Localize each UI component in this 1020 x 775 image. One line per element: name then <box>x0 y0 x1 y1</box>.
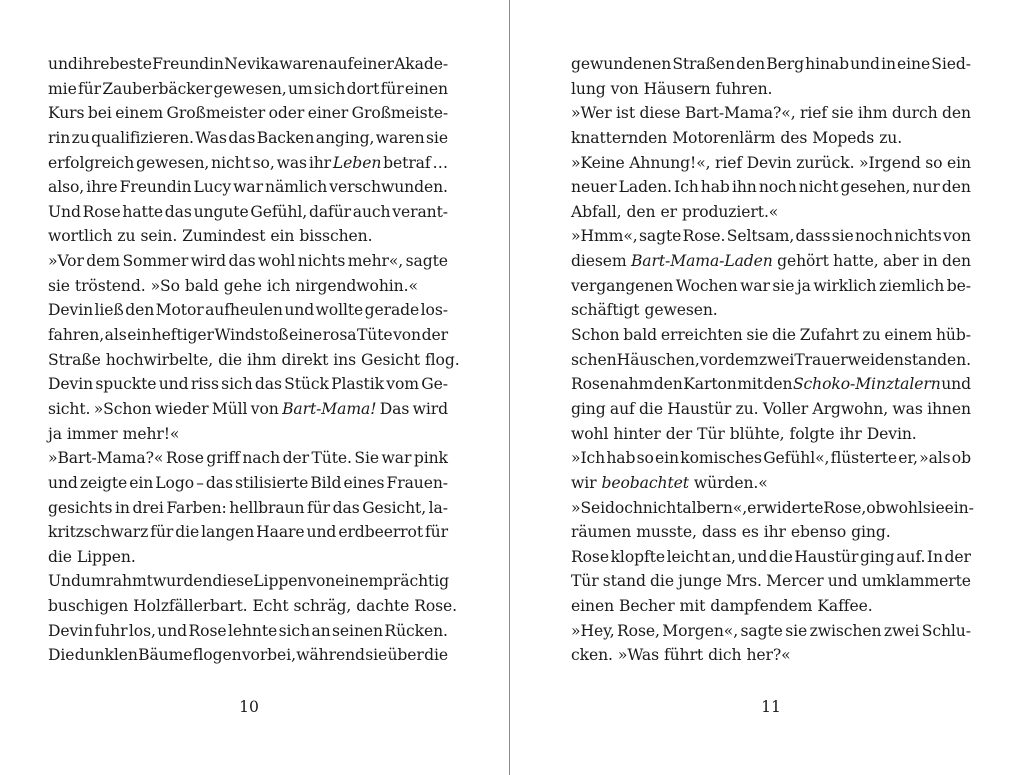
text-line: diesem Bart-Mama-Laden gehört hatte, aber in den <box>571 252 971 271</box>
text-line: »Wer ist diese Bart-Mama?«, rief sie ihm durch den <box>571 104 971 123</box>
text-line: also, ihre Freundin Lucy war nämlich verschwunden. <box>48 178 448 197</box>
text-line: Tür stand die junge Mrs. Mercer und umklammerte <box>571 572 971 591</box>
text-line: Und Rose hatte das ungute Gefühl, dafür auch verant- <box>48 202 448 221</box>
text-line: und zeigte ein Logo – das stilisierte Bild eines Frauen- <box>48 473 448 492</box>
text-line: rin zu qualifizieren. Was das Backen anging, waren sie <box>48 128 448 147</box>
left-page-number: 10 <box>239 698 259 716</box>
text-line: Abfall, den er produziert.« <box>571 202 779 221</box>
text-line: Straße hochwirbelte, die ihm direkt ins Gesicht flog. <box>48 350 460 369</box>
text-line: Devin ließ den Motor aufheulen und wollte gerade los- <box>48 301 448 320</box>
text-line: »Ich hab so ein komisches Gefühl«, flüsterte er, »als ob <box>571 449 971 468</box>
text-line: die Lippen. <box>48 547 136 566</box>
text-line: ja immer mehr!« <box>48 424 180 443</box>
text-line: Kurs bei einem Großmeister oder einer Großmeiste- <box>48 104 448 123</box>
text-line: und ihre beste Freundin Nevika waren auf einer Akade- <box>48 55 448 73</box>
text-line: sicht. »Schon wieder Müll von Bart-Mama! Das wird <box>48 399 448 418</box>
text-line: wortlich zu sein. Zumindest ein bisschen. <box>48 227 373 246</box>
text-line: cken. »Was führt dich her?« <box>571 646 791 665</box>
right-page <box>571 52 974 668</box>
text-line: »Keine Ahnung!«, rief Devin zurück. »Irgend so ein <box>571 153 971 172</box>
text-line: wir beobachtet würden.« <box>571 473 768 492</box>
text-line: buschigen Holzfällerbart. Echt schräg, dachte Rose. <box>48 597 458 616</box>
text-line: ging auf die Haustür zu. Voller Argwohn, was ihnen <box>571 399 971 418</box>
text-line: Devin spuckte und riss sich das Stück Plastik vom Ge- <box>48 375 448 394</box>
text-line: schäftigt gewesen. <box>571 301 718 320</box>
text-line: »Hey, Rose, Morgen«, sagte sie zwischen zwei Schlu- <box>571 621 971 640</box>
text-line: neuer Laden. Ich hab ihn noch nicht gesehen, nur den <box>571 178 971 197</box>
text-line: fahren, als ein heftiger Windstoß eine rosa Tüte von der <box>48 326 448 345</box>
text-line: erfolgreich gewesen, nicht so, was ihr Leben betraf … <box>48 153 448 172</box>
page-gutter-divider <box>509 0 510 775</box>
text-line: lung von Häusern fuhren. <box>571 79 773 98</box>
text-line: Und umrahmt wurden diese Lippen von einem prächtig <box>48 572 449 591</box>
right-page-number: 11 <box>761 698 781 716</box>
text-line: »Vor dem Sommer wird das wohl nichts mehr«, sagte <box>48 252 448 271</box>
text-line: Die dunklen Bäume flogen vorbei, während sie über die <box>48 646 448 665</box>
text-line: »Sei doch nicht albern«, erwiderte Rose, obwohl sie ein- <box>571 498 974 517</box>
text-line: Devin fuhr los, und Rose lehnte sich an seinen Rücken. <box>48 621 448 640</box>
text-line: »Hmm«, sagte Rose. Seltsam, dass sie noch nichts von <box>571 227 971 246</box>
text-line: »Bart-Mama?« Rose griff nach der Tüte. Sie war pink <box>48 449 448 468</box>
text-line: Rose nahm den Karton mit den Schoko-Minztalern und <box>571 375 971 394</box>
text-line: schen Häuschen, vor dem zwei Trauerweiden standen. <box>571 350 971 369</box>
text-line: Rose klopfte leicht an, und die Haustür ging auf. In der <box>571 547 971 566</box>
left-page <box>48 52 460 668</box>
text-line: räumen musste, dass es ihr ebenso ging. <box>571 523 891 542</box>
text-line: gewundenen Straßen den Berg hinab und in eine Sied- <box>571 55 971 73</box>
text-line: wohl hinter der Tür blühte, folgte ihr Devin. <box>571 424 917 443</box>
text-line: sie tröstend. »So bald gehe ich nirgendwohin.« <box>48 276 418 295</box>
text-line: knatternden Motorenlärm des Mopeds zu. <box>571 128 903 147</box>
text-line: Schon bald erreichten sie die Zufahrt zu einem hüb- <box>571 326 971 345</box>
text-line: gesichts in drei Farben: hellbraun für das Gesicht, la- <box>48 498 448 517</box>
text-line: vergangenen Wochen war sie ja wirklich ziemlich be- <box>571 276 971 295</box>
text-line: einen Becher mit dampfendem Kaffee. <box>571 597 873 616</box>
text-line: mie für Zauberbäcker gewesen, um sich dort für einen <box>48 79 448 98</box>
text-line: kritzschwarz für die langen Haare und erdbeerrot für <box>48 523 448 542</box>
